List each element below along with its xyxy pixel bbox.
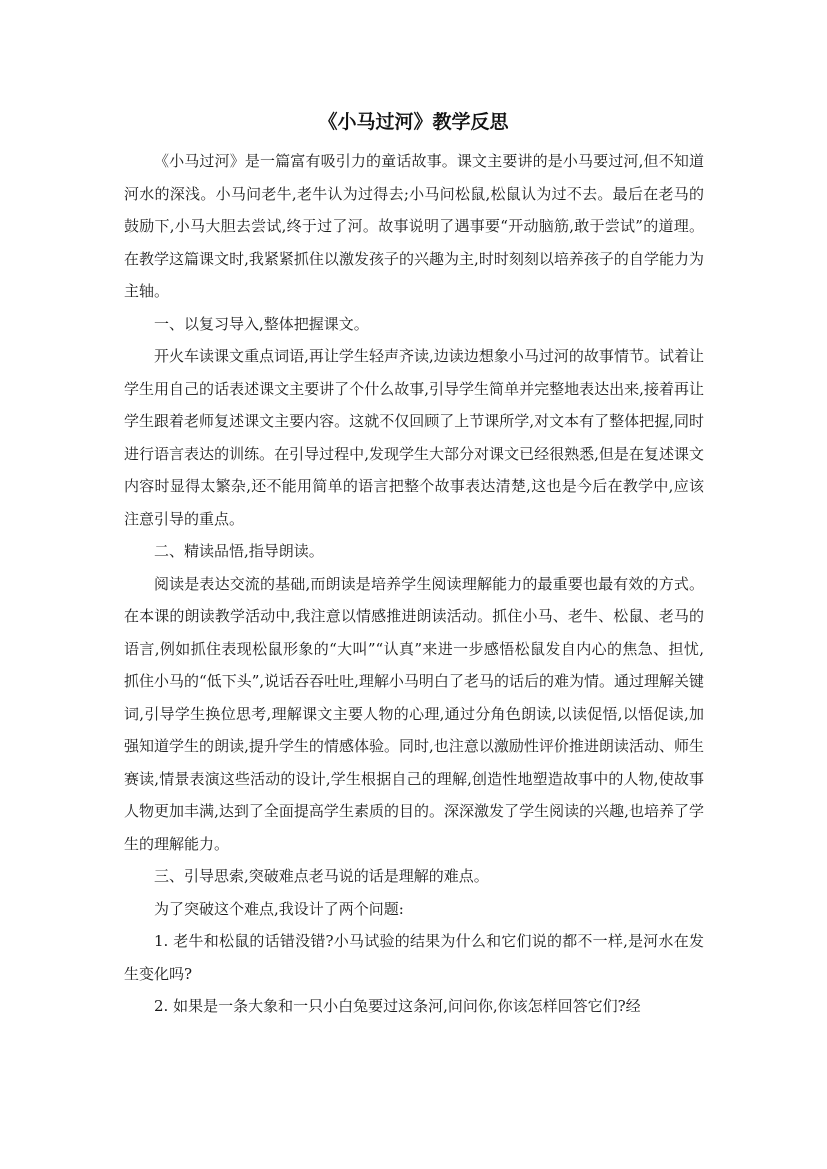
section-heading-2: 二、精读品悟,指导朗读。: [154, 542, 324, 560]
section-heading-1: 一、以复习导入,整体把握课文。: [154, 314, 369, 333]
paragraph-intro: 《小马过河》是一篇富有吸引力的童话故事。课文主要讲的是小马要过河,但不知道河水的深浅。小马问老牛,老牛认为过得去;小马问松鼠,松鼠认为过不去。最后在老马的鼓励下,小马大胆去尝试,终于过了河。故事说明了遇事要“开动脑筋,敢于尝试”的道理。在教学这篇课文时,我紧紧抓住以激发孩子的兴趣为主,时时刻刻以培养孩子的自学能力为主轴。: [124, 152, 705, 300]
document-title: 《小马过河》教学反思: [318, 111, 509, 133]
question-item-2: 2. 如果是一条大象和一只小白兔要过这条河,问问你,你该怎样回答它们?经: [154, 997, 641, 1015]
question-item-1: 1. 老牛和松鼠的话错没错?小马试验的结果为什么和它们说的都不一样,是河水在发生变化吗?: [124, 932, 704, 983]
section-heading-3: 三、引导思索,突破难点老马说的话是理解的难点。: [154, 867, 489, 885]
paragraph-section-2: 阅读是表达交流的基础,而朗读是培养学生阅读理解能力的最重要也最有效的方式。在本课的朗读教学活动中,我注意以情感推进朗读活动。抓住小马、老牛、松鼠、老马的语言,例如抓住表现松鼠形象的“大叫”“认真”来进一步感悟松鼠发自内心的焦急、担忧,抓住小马的“低下头”,说话吞吞吐吐,理解小马明白了老马的话后的难为情。通过理解关键词,引导学生换位思考,理解课文主要人物的心理,通过分角色朗读,以读促悟,以悟促读,加强知道学生的朗读,提升学生的情感体验。同时,也注意以激励性评价推进朗读活动、师生赛读,情景表演这些活动的设计,学生根据自己的理解,创造性地塑造故事中的人物,使故事人物更加丰满,达到了全面提高学生素质的目的。深深激发了学生阅读的兴趣,也培养了学生的理解能力。: [124, 574, 704, 853]
paragraph-section-3: 为了突破这个难点,我设计了两个问题:: [154, 899, 404, 918]
paragraph-section-1: 开火车读课文重点词语,再让学生轻声齐读,边读边想象小马过河的故事情节。试着让学生用自己的话表述课文主要讲了个什么故事,引导学生简单并完整地表达出来,接着再让学生跟着老师复述课文主要内容。这就不仅回顾了上节课所学,对文本有了整体把握,同时进行语言表达的训练。在引导过程中,发现学生大部分对课文已经很熟悉,但是在复述课文内容时显得太繁杂,还不能用简单的语言把整个故事表达清楚,这也是今后在教学中,应该注意引导的重点。: [124, 347, 704, 528]
document-body: [124, 145, 704, 1023]
